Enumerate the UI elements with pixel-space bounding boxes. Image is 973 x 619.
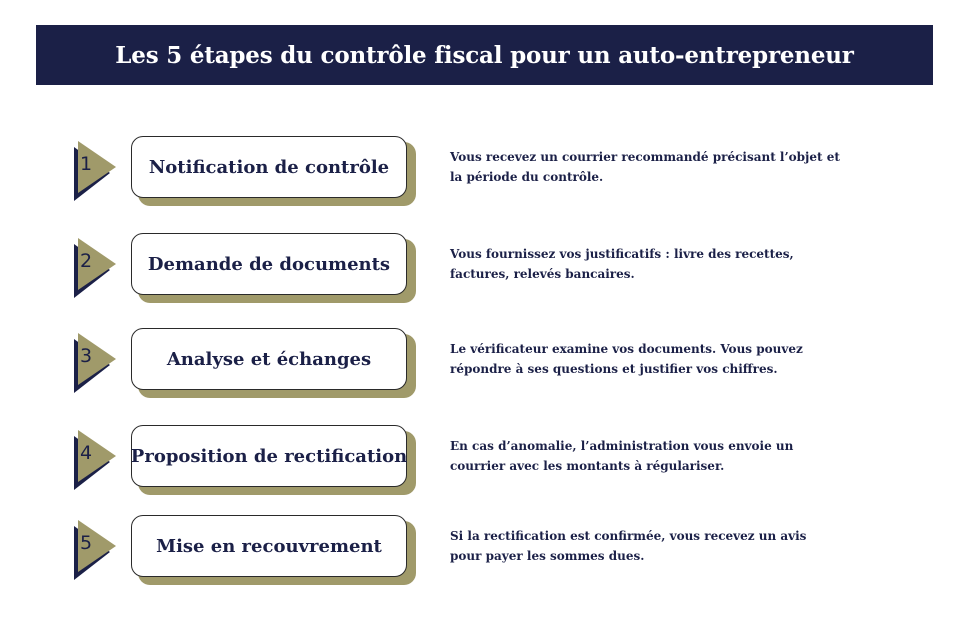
step-box	[131, 233, 407, 295]
step-number: 5	[80, 532, 93, 554]
step-4	[0, 424, 973, 494]
step-marker	[66, 139, 122, 201]
step-marker	[66, 428, 122, 490]
step-description: En cas d’anomalie, l’administration vous envoie un courrier avec les montants à régulariser.	[450, 439, 794, 473]
step-description: Vous recevez un courrier recommandé précisant l’objet et la période du contrôle.	[450, 150, 840, 184]
step-number: 4	[80, 442, 93, 464]
step-marker	[66, 236, 122, 298]
step-label: Proposition de rectification	[130, 445, 408, 467]
step-box	[131, 136, 407, 198]
step-3	[0, 327, 973, 397]
arrow-marker-icon	[66, 236, 122, 298]
arrow-marker-icon	[66, 428, 122, 490]
step-label: Notification de contrôle	[148, 156, 390, 178]
step-box	[131, 425, 407, 487]
step-number: 1	[80, 153, 93, 175]
step-label: Mise en recouvrement	[156, 535, 382, 557]
step-2	[0, 232, 973, 302]
step-label: Analyse et échanges	[166, 348, 372, 370]
step-description: Si la rectification est confirmée, vous recevez un avis pour payer les sommes dues.	[450, 529, 807, 563]
title-banner	[36, 25, 933, 85]
step-description: Vous fournissez vos justificatifs : livre des recettes, factures, relevés bancaires.	[450, 247, 794, 281]
arrow-marker-icon	[66, 139, 122, 201]
step-5	[0, 514, 973, 584]
step-label: Demande de documents	[147, 253, 391, 275]
step-marker	[66, 331, 122, 393]
page-title: Les 5 étapes du contrôle fiscal pour un auto-entrepreneur	[115, 41, 854, 69]
step-box	[131, 515, 407, 577]
step-box	[131, 328, 407, 390]
step-number: 3	[80, 345, 93, 367]
step-description: Le vérificateur examine vos documents. Vous pouvez répondre à ses questions et justifier vos chiffres.	[450, 342, 803, 376]
step-1	[0, 135, 973, 205]
step-number: 2	[80, 250, 93, 272]
step-marker	[66, 518, 122, 580]
arrow-marker-icon	[66, 331, 122, 393]
arrow-marker-icon	[66, 518, 122, 580]
